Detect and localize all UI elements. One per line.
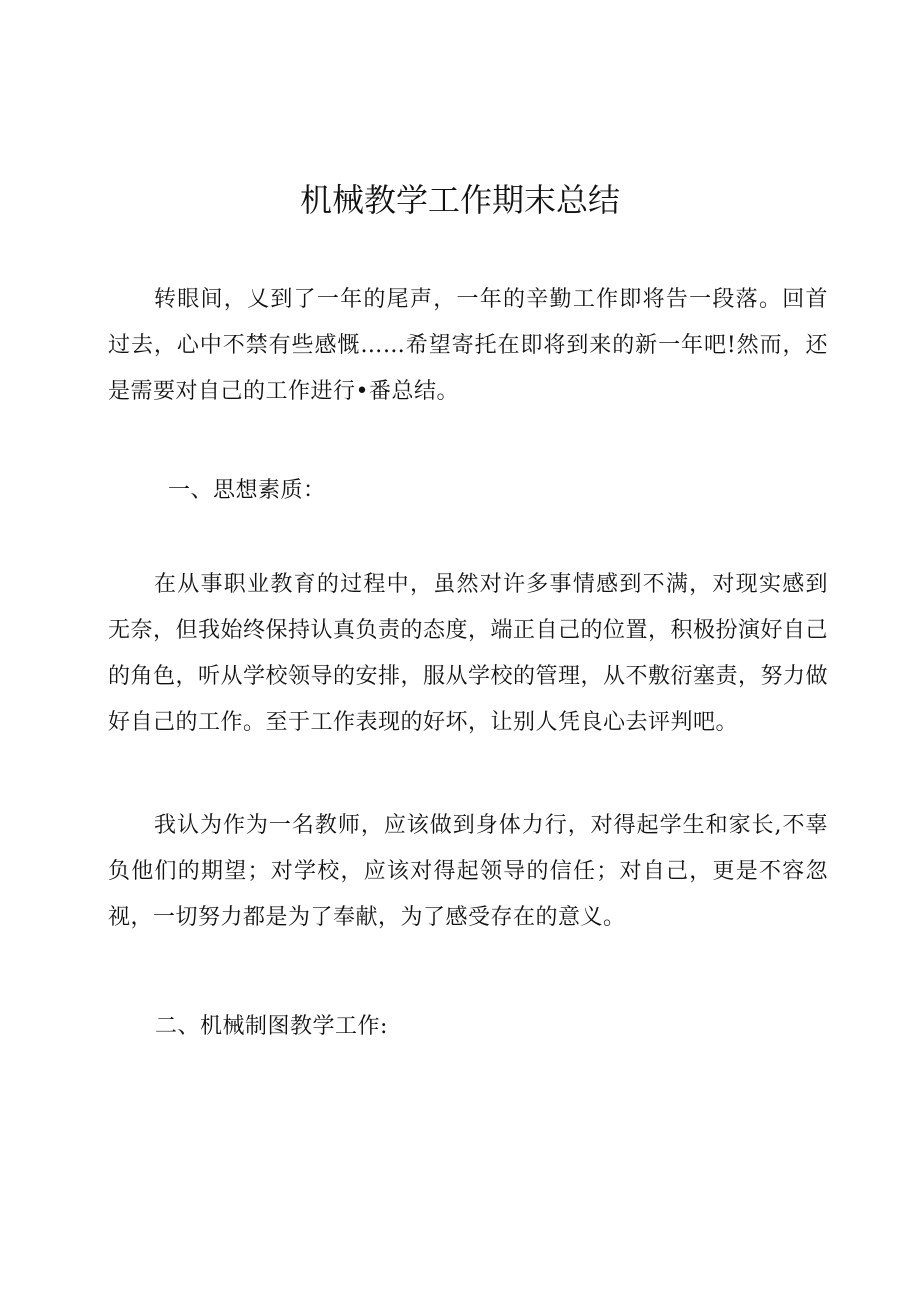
section-heading-drafting-teaching: 二、机械制图教学工作: [155, 1014, 388, 1039]
section-heading-thinking-quality: 一、思想素质： [168, 478, 326, 503]
intro-paragraph: 转眼间，乂到了一年的尾声，一年的辛勤工作即将告一段落。回首过去，心中不禁有些感慨……希望寄托在即将到来的新一年吧!然而，还是需要对自己的工作进行•番总结。 [108, 287, 828, 404]
section1-paragraph-attitude: 在从事职业教育的过程中，虽然对许多事情感到不满，对现实感到无奈，但我始终保持认真负责的态度，端正自己的位置，积极扮演好自己的角色，听从学校领导的安排，服从学校的管理，从不敷衍塞责，努力做好自己的工作。至于工作表现的好坏，让别人凭良心去评判吧。 [108, 572, 829, 735]
document-title: 机械教学工作期末总结 [299, 181, 620, 219]
section1-paragraph-teacher-duty: 我认为作为一名教师，应该做到身体力行，对得起学生和家长,不辜负他们的期望；对学校，应该对得起领导的信任；对自己，更是不容忽视，一切努力都是为了奉献，为了感受存在的意义。 [108, 813, 828, 930]
